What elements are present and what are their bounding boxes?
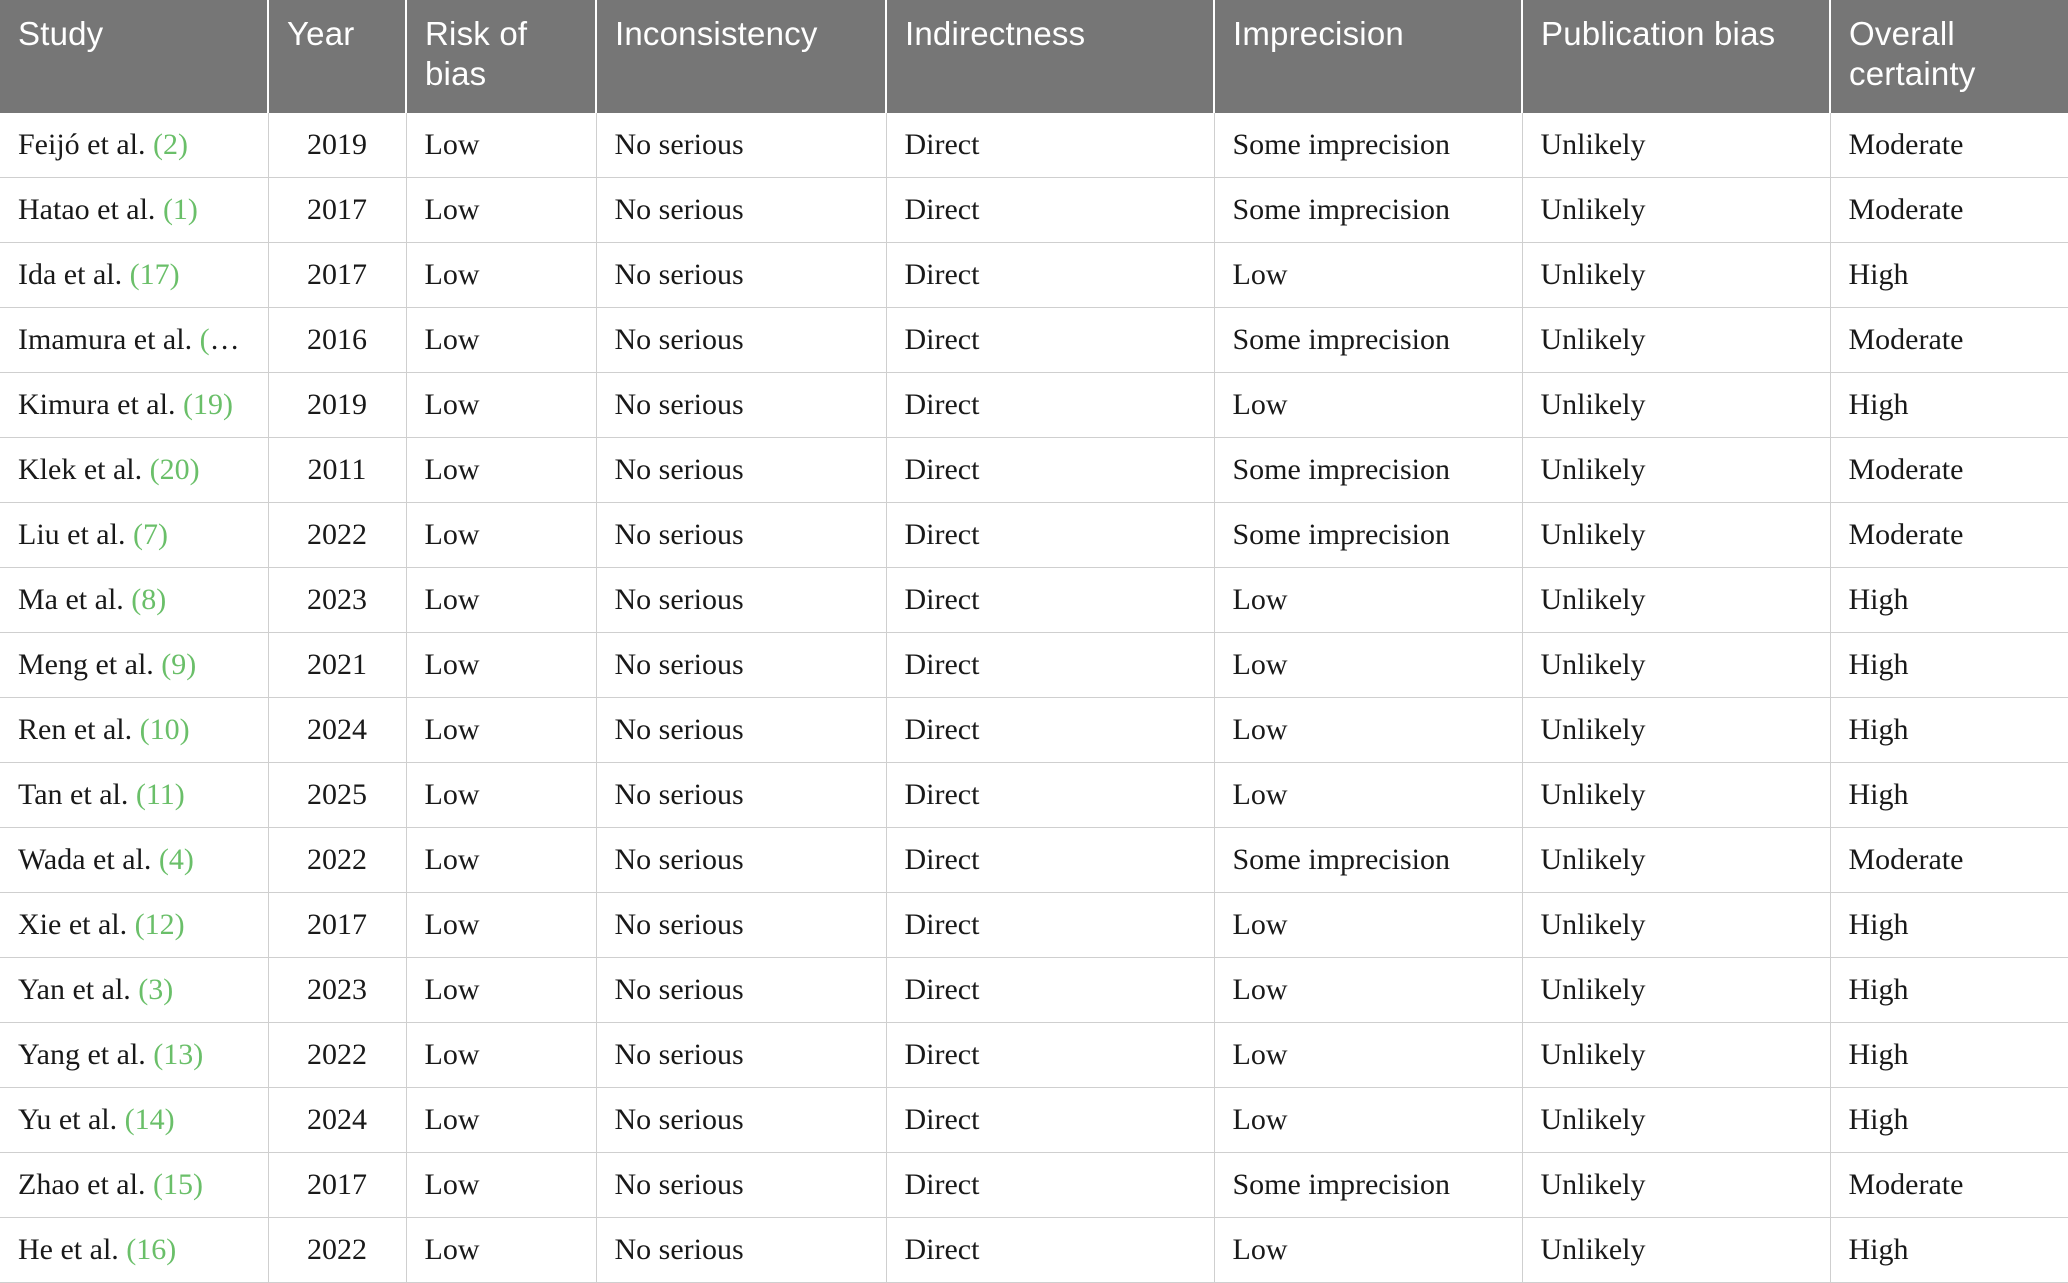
table-row bbox=[0, 177, 2068, 242]
cell-indirectness: Direct bbox=[886, 307, 1214, 372]
cell-study bbox=[0, 307, 268, 372]
cell-risk-of-bias: Low bbox=[406, 827, 596, 892]
cell-study bbox=[0, 632, 268, 697]
reference-link[interactable]: (17) bbox=[129, 257, 180, 291]
cell-year: 2023 bbox=[268, 567, 406, 632]
cell-inconsistency: No serious bbox=[596, 242, 886, 307]
study-name: Yan et al. bbox=[18, 972, 131, 1006]
table-header-row bbox=[0, 0, 2068, 113]
cell-publication-bias: Unlikely bbox=[1522, 957, 1830, 1022]
cell-year: 2017 bbox=[268, 242, 406, 307]
cell-overall-certainty: Moderate bbox=[1830, 1152, 2068, 1217]
cell-year: 2016 bbox=[268, 307, 406, 372]
cell-study bbox=[0, 1152, 268, 1217]
table-row bbox=[0, 1217, 2068, 1282]
study-name: Ida et al. bbox=[18, 257, 123, 291]
cell-indirectness: Direct bbox=[886, 1152, 1214, 1217]
cell-inconsistency: No serious bbox=[596, 1217, 886, 1282]
reference-link[interactable]: (16) bbox=[126, 1232, 177, 1266]
study-name: Feijó et al. bbox=[18, 127, 146, 161]
cell-publication-bias: Unlikely bbox=[1522, 502, 1830, 567]
cell-publication-bias: Unlikely bbox=[1522, 892, 1830, 957]
cell-imprecision: Some imprecision bbox=[1214, 307, 1522, 372]
cell-publication-bias: Unlikely bbox=[1522, 437, 1830, 502]
cell-inconsistency: No serious bbox=[596, 957, 886, 1022]
cell-study bbox=[0, 437, 268, 502]
study-name: Xie et al. bbox=[18, 907, 128, 941]
reference-link[interactable]: (11) bbox=[135, 777, 185, 811]
cell-overall-certainty: Moderate bbox=[1830, 502, 2068, 567]
column-header-risk-of-bias: Risk of bias bbox=[406, 0, 596, 113]
table-row bbox=[0, 502, 2068, 567]
cell-study bbox=[0, 1217, 268, 1282]
cell-publication-bias: Unlikely bbox=[1522, 1217, 1830, 1282]
cell-indirectness: Direct bbox=[886, 632, 1214, 697]
table-row bbox=[0, 892, 2068, 957]
cell-study bbox=[0, 957, 268, 1022]
cell-inconsistency: No serious bbox=[596, 827, 886, 892]
cell-overall-certainty: Moderate bbox=[1830, 177, 2068, 242]
cell-overall-certainty: High bbox=[1830, 1087, 2068, 1152]
study-name: Yu et al. bbox=[18, 1102, 118, 1136]
cell-indirectness: Direct bbox=[886, 762, 1214, 827]
cell-risk-of-bias: Low bbox=[406, 1217, 596, 1282]
study-name: Imamura et al. bbox=[18, 322, 193, 356]
column-header-study: Study bbox=[0, 0, 268, 113]
cell-year: 2021 bbox=[268, 632, 406, 697]
cell-overall-certainty: Moderate bbox=[1830, 827, 2068, 892]
cell-indirectness: Direct bbox=[886, 1217, 1214, 1282]
column-header-publication-bias: Publication bias bbox=[1522, 0, 1830, 113]
cell-inconsistency: No serious bbox=[596, 177, 886, 242]
cell-imprecision: Low bbox=[1214, 632, 1522, 697]
cell-inconsistency: No serious bbox=[596, 1087, 886, 1152]
cell-year: 2024 bbox=[268, 697, 406, 762]
cell-inconsistency: No serious bbox=[596, 502, 886, 567]
study-name: Yang et al. bbox=[18, 1037, 146, 1071]
column-header-year: Year bbox=[268, 0, 406, 113]
cell-imprecision: Some imprecision bbox=[1214, 113, 1522, 178]
cell-publication-bias: Unlikely bbox=[1522, 372, 1830, 437]
cell-imprecision: Low bbox=[1214, 1022, 1522, 1087]
cell-overall-certainty: Moderate bbox=[1830, 437, 2068, 502]
cell-year: 2025 bbox=[268, 762, 406, 827]
cell-inconsistency: No serious bbox=[596, 307, 886, 372]
table-row bbox=[0, 372, 2068, 437]
cell-overall-certainty: High bbox=[1830, 762, 2068, 827]
cell-year: 2023 bbox=[268, 957, 406, 1022]
cell-overall-certainty: Moderate bbox=[1830, 307, 2068, 372]
table-row bbox=[0, 697, 2068, 762]
cell-imprecision: Low bbox=[1214, 957, 1522, 1022]
cell-imprecision: Some imprecision bbox=[1214, 1152, 1522, 1217]
cell-inconsistency: No serious bbox=[596, 762, 886, 827]
column-header-imprecision: Imprecision bbox=[1214, 0, 1522, 113]
study-name: Ren et al. bbox=[18, 712, 133, 746]
cell-study bbox=[0, 1022, 268, 1087]
cell-year: 2019 bbox=[268, 372, 406, 437]
cell-study bbox=[0, 892, 268, 957]
cell-study bbox=[0, 113, 268, 178]
cell-imprecision: Low bbox=[1214, 1087, 1522, 1152]
table-body bbox=[0, 113, 2068, 1283]
cell-indirectness: Direct bbox=[886, 957, 1214, 1022]
cell-overall-certainty: High bbox=[1830, 567, 2068, 632]
cell-risk-of-bias: Low bbox=[406, 957, 596, 1022]
reference-link[interactable]: (9) bbox=[161, 647, 197, 681]
cell-imprecision: Low bbox=[1214, 762, 1522, 827]
cell-indirectness: Direct bbox=[886, 1022, 1214, 1087]
table-row bbox=[0, 113, 2068, 178]
cell-inconsistency: No serious bbox=[596, 1152, 886, 1217]
study-name: Klek et al. bbox=[18, 452, 143, 486]
reference-link[interactable]: (4) bbox=[158, 842, 194, 876]
cell-overall-certainty: High bbox=[1830, 242, 2068, 307]
cell-publication-bias: Unlikely bbox=[1522, 177, 1830, 242]
cell-risk-of-bias: Low bbox=[406, 177, 596, 242]
cell-study bbox=[0, 567, 268, 632]
cell-risk-of-bias: Low bbox=[406, 113, 596, 178]
cell-overall-certainty: High bbox=[1830, 372, 2068, 437]
table-row bbox=[0, 1022, 2068, 1087]
reference-link[interactable]: (7) bbox=[132, 517, 168, 551]
cell-inconsistency: No serious bbox=[596, 1022, 886, 1087]
study-name: Wada et al. bbox=[18, 842, 152, 876]
cell-year: 2017 bbox=[268, 1152, 406, 1217]
reference-link[interactable]: (12) bbox=[134, 907, 185, 941]
table-row bbox=[0, 762, 2068, 827]
cell-study bbox=[0, 827, 268, 892]
reference-link[interactable]: (10) bbox=[139, 712, 190, 746]
cell-inconsistency: No serious bbox=[596, 892, 886, 957]
cell-year: 2022 bbox=[268, 1022, 406, 1087]
column-header-overall-certainty: Overall certainty bbox=[1830, 0, 2068, 113]
cell-inconsistency: No serious bbox=[596, 113, 886, 178]
cell-year: 2011 bbox=[268, 437, 406, 502]
cell-imprecision: Low bbox=[1214, 1217, 1522, 1282]
study-name: Meng et al. bbox=[18, 647, 154, 681]
reference-link[interactable]: (20) bbox=[149, 452, 200, 486]
cell-indirectness: Direct bbox=[886, 567, 1214, 632]
cell-overall-certainty: High bbox=[1830, 632, 2068, 697]
cell-imprecision: Low bbox=[1214, 372, 1522, 437]
cell-publication-bias: Unlikely bbox=[1522, 697, 1830, 762]
cell-overall-certainty: High bbox=[1830, 892, 2068, 957]
cell-publication-bias: Unlikely bbox=[1522, 632, 1830, 697]
cell-inconsistency: No serious bbox=[596, 372, 886, 437]
cell-imprecision: Low bbox=[1214, 697, 1522, 762]
cell-inconsistency: No serious bbox=[596, 632, 886, 697]
cell-study bbox=[0, 697, 268, 762]
reference-link[interactable]: (8) bbox=[131, 582, 167, 616]
cell-publication-bias: Unlikely bbox=[1522, 1152, 1830, 1217]
cell-study bbox=[0, 1087, 268, 1152]
cell-inconsistency: No serious bbox=[596, 567, 886, 632]
table-row bbox=[0, 307, 2068, 372]
study-name: Ma et al. bbox=[18, 582, 124, 616]
cell-year: 2017 bbox=[268, 177, 406, 242]
cell-inconsistency: No serious bbox=[596, 437, 886, 502]
study-name: Liu et al. bbox=[18, 517, 126, 551]
reference-link[interactable]: (2) bbox=[152, 127, 188, 161]
table-row bbox=[0, 957, 2068, 1022]
table-row bbox=[0, 437, 2068, 502]
reference-link[interactable]: (19) bbox=[182, 387, 233, 421]
cell-overall-certainty: Moderate bbox=[1830, 113, 2068, 178]
cell-publication-bias: Unlikely bbox=[1522, 762, 1830, 827]
reference-link[interactable]: (18) bbox=[199, 322, 250, 356]
table-row bbox=[0, 1087, 2068, 1152]
cell-year: 2022 bbox=[268, 502, 406, 567]
cell-risk-of-bias: Low bbox=[406, 372, 596, 437]
cell-risk-of-bias: Low bbox=[406, 307, 596, 372]
cell-risk-of-bias: Low bbox=[406, 762, 596, 827]
study-name: He et al. bbox=[18, 1232, 119, 1266]
reference-link[interactable]: (1) bbox=[162, 192, 198, 226]
table-row bbox=[0, 632, 2068, 697]
cell-imprecision: Some imprecision bbox=[1214, 437, 1522, 502]
cell-risk-of-bias: Low bbox=[406, 1152, 596, 1217]
cell-year: 2024 bbox=[268, 1087, 406, 1152]
cell-imprecision: Low bbox=[1214, 567, 1522, 632]
cell-imprecision: Low bbox=[1214, 892, 1522, 957]
cell-publication-bias: Unlikely bbox=[1522, 242, 1830, 307]
cell-year: 2019 bbox=[268, 113, 406, 178]
cell-indirectness: Direct bbox=[886, 697, 1214, 762]
reference-link[interactable]: (15) bbox=[152, 1167, 203, 1201]
column-header-indirectness: Indirectness bbox=[886, 0, 1214, 113]
cell-indirectness: Direct bbox=[886, 113, 1214, 178]
table-row bbox=[0, 242, 2068, 307]
cell-study bbox=[0, 502, 268, 567]
cell-indirectness: Direct bbox=[886, 827, 1214, 892]
reference-link[interactable]: (14) bbox=[124, 1102, 175, 1136]
study-name: Hatao et al. bbox=[18, 192, 156, 226]
table-row bbox=[0, 1152, 2068, 1217]
cell-overall-certainty: High bbox=[1830, 957, 2068, 1022]
cell-risk-of-bias: Low bbox=[406, 502, 596, 567]
cell-indirectness: Direct bbox=[886, 242, 1214, 307]
table-row bbox=[0, 567, 2068, 632]
cell-study bbox=[0, 762, 268, 827]
column-header-inconsistency: Inconsistency bbox=[596, 0, 886, 113]
cell-study bbox=[0, 242, 268, 307]
study-name: Kimura et al. bbox=[18, 387, 176, 421]
cell-risk-of-bias: Low bbox=[406, 1022, 596, 1087]
cell-indirectness: Direct bbox=[886, 437, 1214, 502]
cell-imprecision: Some imprecision bbox=[1214, 177, 1522, 242]
reference-link[interactable]: (13) bbox=[153, 1037, 204, 1071]
study-name: Tan et al. bbox=[18, 777, 129, 811]
cell-risk-of-bias: Low bbox=[406, 1087, 596, 1152]
cell-risk-of-bias: Low bbox=[406, 892, 596, 957]
cell-publication-bias: Unlikely bbox=[1522, 113, 1830, 178]
cell-indirectness: Direct bbox=[886, 177, 1214, 242]
cell-inconsistency: No serious bbox=[596, 697, 886, 762]
cell-year: 2022 bbox=[268, 827, 406, 892]
cell-publication-bias: Unlikely bbox=[1522, 1087, 1830, 1152]
cell-publication-bias: Unlikely bbox=[1522, 827, 1830, 892]
cell-overall-certainty: High bbox=[1830, 1022, 2068, 1087]
table-header bbox=[0, 0, 2068, 113]
cell-indirectness: Direct bbox=[886, 372, 1214, 437]
cell-imprecision: Some imprecision bbox=[1214, 827, 1522, 892]
cell-year: 2022 bbox=[268, 1217, 406, 1282]
cell-overall-certainty: High bbox=[1830, 697, 2068, 762]
cell-indirectness: Direct bbox=[886, 1087, 1214, 1152]
cell-publication-bias: Unlikely bbox=[1522, 307, 1830, 372]
cell-risk-of-bias: Low bbox=[406, 632, 596, 697]
cell-publication-bias: Unlikely bbox=[1522, 567, 1830, 632]
table-row bbox=[0, 827, 2068, 892]
reference-link[interactable]: (3) bbox=[138, 972, 174, 1006]
cell-risk-of-bias: Low bbox=[406, 242, 596, 307]
cell-indirectness: Direct bbox=[886, 502, 1214, 567]
cell-imprecision: Some imprecision bbox=[1214, 502, 1522, 567]
cell-risk-of-bias: Low bbox=[406, 437, 596, 502]
cell-imprecision: Low bbox=[1214, 242, 1522, 307]
cell-publication-bias: Unlikely bbox=[1522, 1022, 1830, 1087]
cell-year: 2017 bbox=[268, 892, 406, 957]
cell-study bbox=[0, 372, 268, 437]
cell-overall-certainty: High bbox=[1830, 1217, 2068, 1282]
study-name: Zhao et al. bbox=[18, 1167, 146, 1201]
cell-risk-of-bias: Low bbox=[406, 567, 596, 632]
cell-risk-of-bias: Low bbox=[406, 697, 596, 762]
cell-indirectness: Direct bbox=[886, 892, 1214, 957]
cell-study bbox=[0, 177, 268, 242]
